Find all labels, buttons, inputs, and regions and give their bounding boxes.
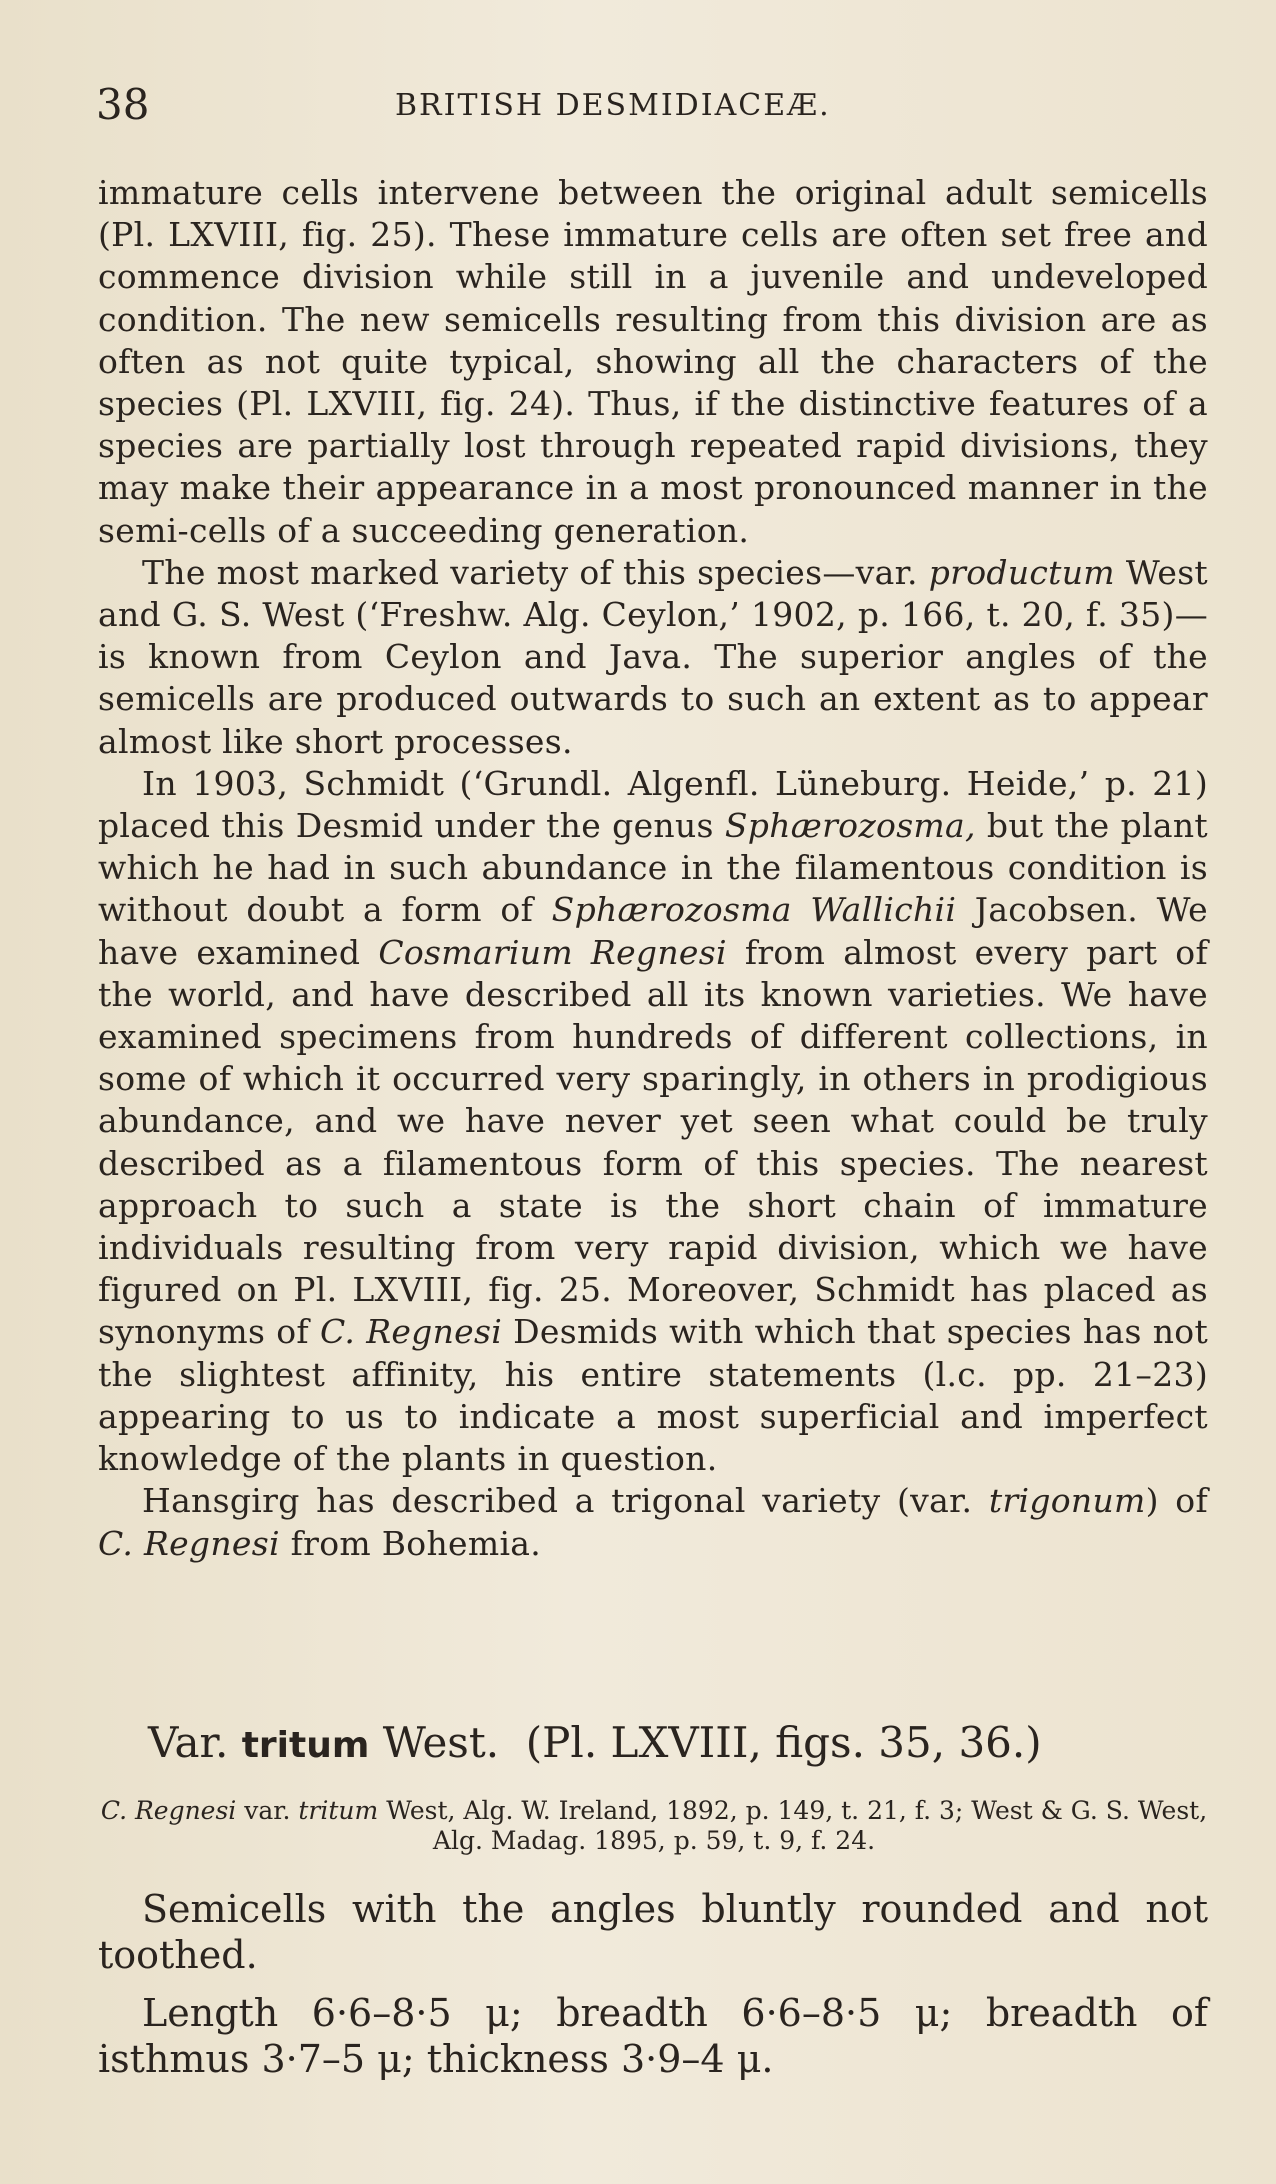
text-run: from Bohemia. — [279, 1523, 542, 1563]
italic-run: productum — [928, 552, 1115, 592]
synonymy-citation — [100, 1796, 1208, 1856]
text-run: Hansgirg has described a trigonal variety (var. — [142, 1481, 989, 1521]
text-run: In 1903, Schmidt (‘Grundl. Algenfl. Lüneburg. Heide,’ p. 21) placed this Desmid under the genus — [98, 763, 1208, 846]
paragraph-1 — [98, 172, 1208, 552]
paragraph-2 — [98, 552, 1208, 763]
running-head: BRITISH DESMIDIACEÆ. — [395, 88, 831, 123]
text-run: var. — [236, 1796, 299, 1825]
paragraph-3 — [98, 763, 1208, 1480]
text-run: Jacobsen. We have examined — [98, 890, 1208, 972]
italic-run: trigonum — [988, 1481, 1146, 1521]
text-run: West, Alg. W. Ireland, 1892, p. 149, t. 21, f. 3; West & G. S. West, Alg. Madag. 1895, p. 59, t. 9, f. 24. — [378, 1796, 1208, 1855]
page-header — [0, 0, 1276, 140]
variety-name: tritum — [241, 1725, 370, 1766]
variety-author: West. — [369, 1718, 500, 1767]
page-number: 38 — [96, 80, 150, 129]
paragraph-1-text: immature cells intervene between the original adult semicells (Pl. LXVIII, fig. 25). These immature cells are often set free and commence division while still in a juvenile and undeveloped condition. The new semicells resulting from this division are as often as not quite typical, showing all the characters of the species (Pl. LXVIII, fig. 24). Thus, if the distinctive features of a species are partially lost through repeated rapid divisions, they may make their appearance in a most pronounced manner in the semi-cells of a succeeding generation. — [98, 173, 1208, 550]
text-run: from almost every part of the world, and have described all its known varieties. We have examined specimens from hundreds of different collections, in some of which it occurred very sparingly, in others in prodigious abundance, and we have never yet seen what could be truly described as a filamentous form of this species. The nearest approach to such a state is the short chain of immature individuals resulting from very rapid division, which we have figured on Pl. LXVIII, fig. 25. Moreover, Schmidt has placed as synonyms of — [98, 932, 1208, 1352]
italic-run: Sphærozosma, — [724, 806, 976, 846]
variety-heading — [148, 1716, 1208, 1773]
variety-prefix: Var. — [148, 1718, 242, 1767]
italic-run: Cosmarium Regnesi — [378, 932, 727, 972]
description-semicells: Semicells with the angles bluntly rounded and not toothed. — [98, 1887, 1208, 1977]
italic-run: Sphærozosma Wallichii — [551, 890, 957, 930]
description-dimensions: Length 6·6–8·5 μ; breadth 6·6–8·5 μ; breadth of isthmus 3·7–5 μ; thickness 3·9–4 μ. — [98, 1991, 1208, 2081]
text-run: West and G. S. West (‘Freshw. Alg. Ceylon,’ 1902, p. 166, t. 20, f. 35)—is known from Ceylon and Java. The superior angles of the semicells are produced outwards to such an extent as to appear almost like short processes. — [98, 552, 1208, 761]
italic-run: C. Regnesi — [98, 1523, 280, 1563]
text-run: The most marked variety of this species—var. — [142, 552, 929, 592]
main-text — [98, 172, 1208, 1565]
italic-run: C. Regnesi — [100, 1796, 237, 1825]
paragraph-4 — [98, 1480, 1208, 1564]
text-run: ) of — [1145, 1481, 1208, 1521]
variety-plates: (Pl. LXVIII, figs. 35, 36.) — [525, 1718, 1042, 1767]
italic-run: C. Regnesi — [320, 1312, 503, 1352]
text-run: Desmids with which that species has not the slightest affinity, his entire statements (l.c. pp. 21–23) appearing to us to indicate a most superficial and imperfect knowledge of the plants in question. — [98, 1312, 1209, 1479]
italic-run: tritum — [298, 1796, 379, 1825]
text-run: but the plant which he had in such abundance in the filamentous condition is without doubt a form of — [98, 806, 1208, 930]
